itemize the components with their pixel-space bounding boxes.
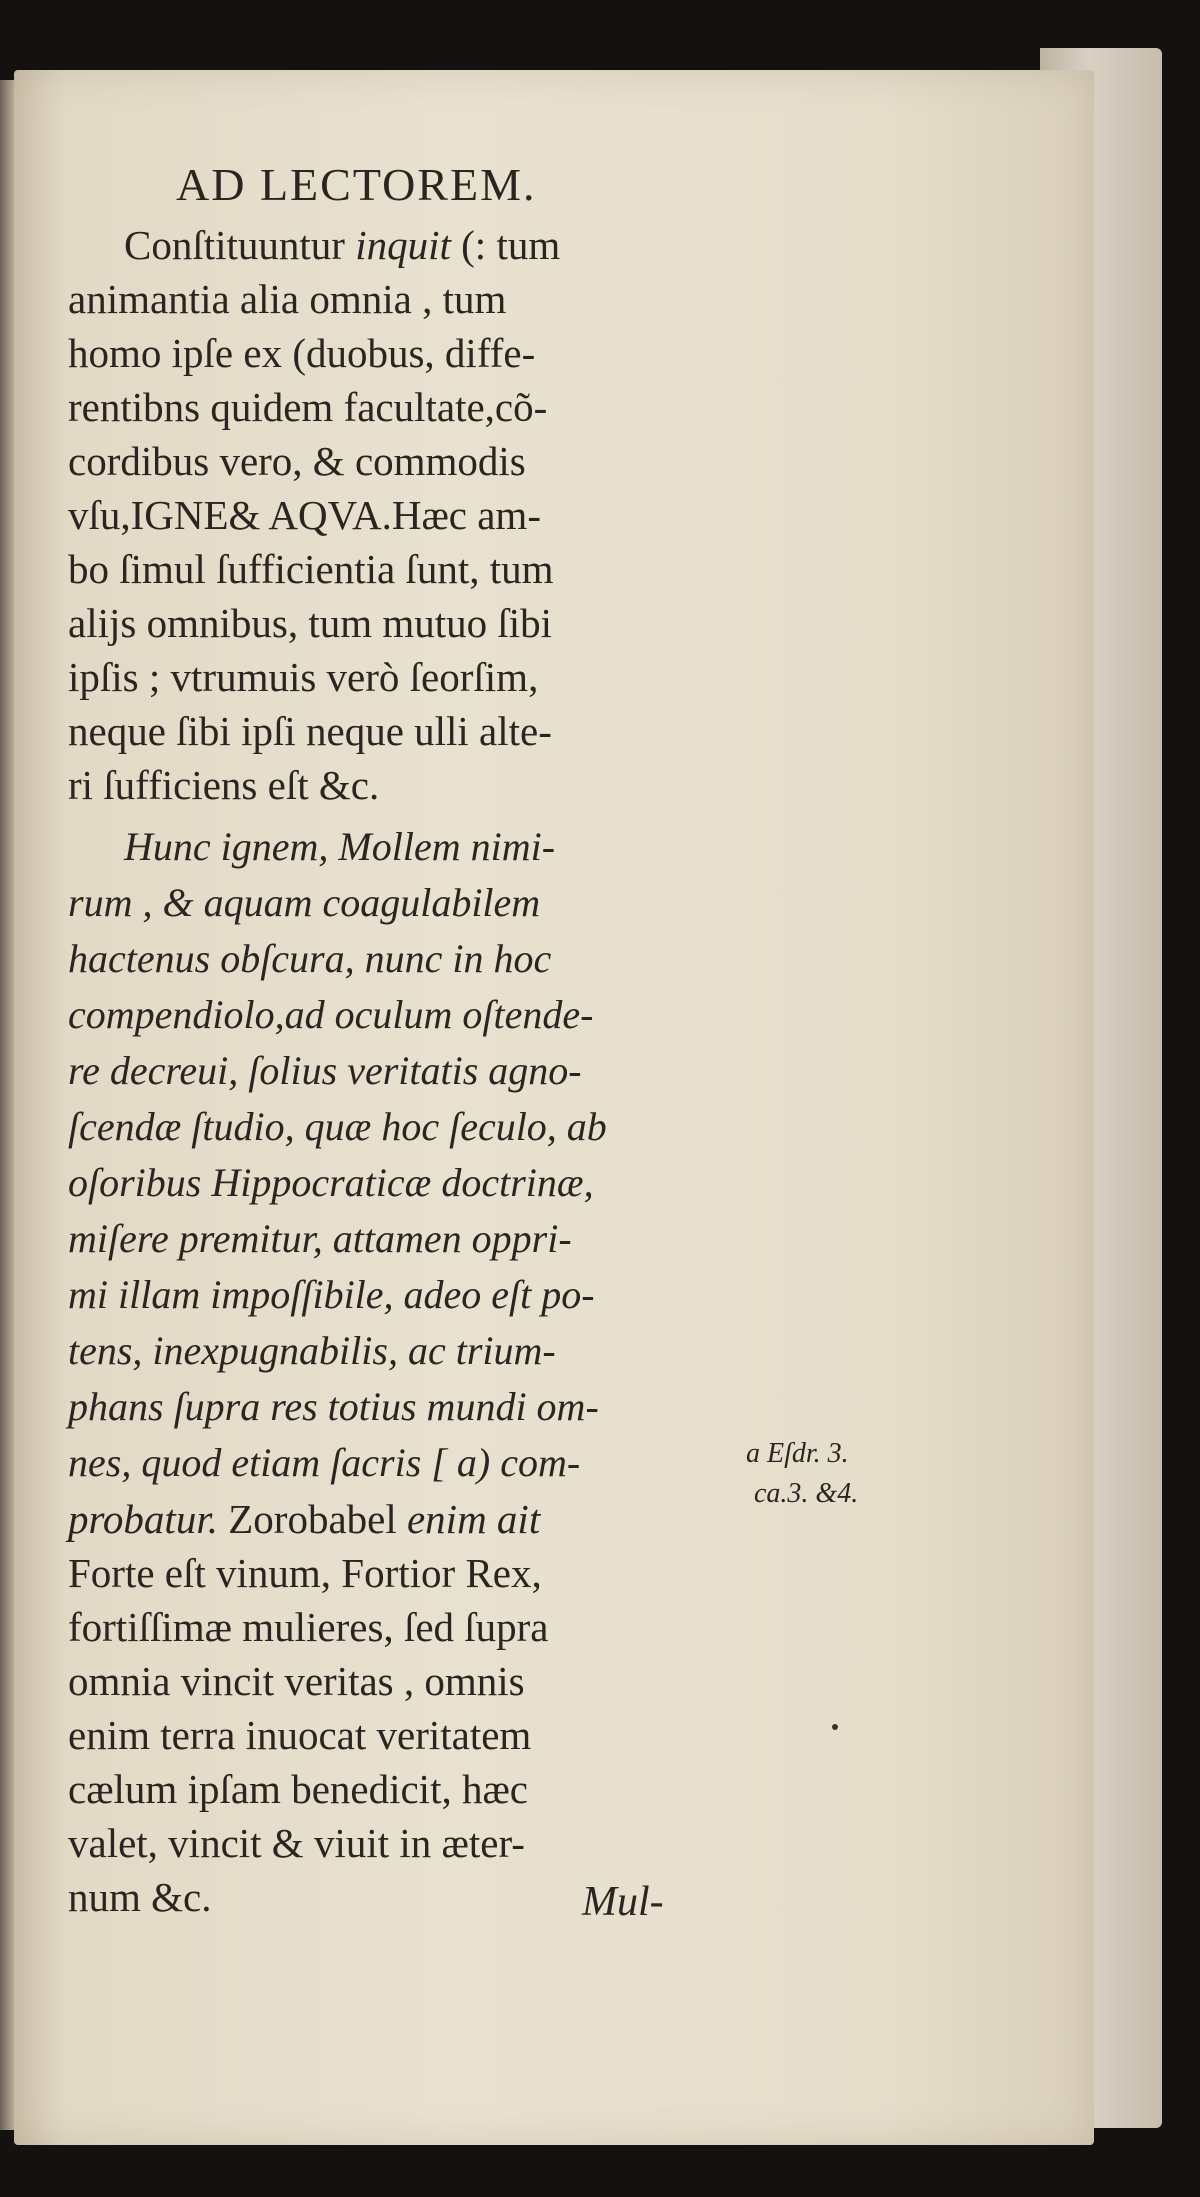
text-line: animantia alia omnia , tum	[68, 276, 507, 322]
italic-line: nes, quod etiam ſacris [ a) com-	[68, 1440, 581, 1485]
text-line: Forte eſt vinum, Fortior Rex,	[68, 1550, 542, 1596]
page-heading: AD LECTOREM.	[176, 159, 537, 210]
italic-line: miſere premitur, attamen oppri-	[68, 1216, 572, 1261]
text-line: enim terra inuocat veritatem	[68, 1712, 532, 1758]
text-line: fortiſſimæ mulieres, ſed ſupra	[68, 1604, 549, 1650]
text-line: cælum ipſam benedicit, hæc	[68, 1766, 529, 1812]
text-line: bo ſimul ſufficientia ſunt, tum	[68, 546, 554, 592]
text-line: cordibus vero, & commodis	[68, 438, 526, 484]
margin-note: a Eſdr. 3.	[746, 1438, 849, 1469]
text-line: num &c.	[68, 1874, 212, 1920]
text-line: rentibns quidem facultate,cõ-	[68, 384, 548, 430]
text-line-part: (: tum	[450, 222, 561, 268]
text-line: ri ſufficiens eſt &c.	[68, 762, 380, 808]
italic-line: hactenus obſcura, nunc in hoc	[68, 936, 552, 981]
text-line: alijs omnibus, tum mutuo ſibi	[68, 600, 553, 646]
text-line-part: Conſtituuntur	[124, 222, 345, 268]
italic-line: Hunc ignem, Mollem nimi-	[124, 824, 556, 869]
italic-line: compendiolo,ad oculum oſtende-	[68, 992, 594, 1037]
text-line: homo ipſe ex (duobus, diffe-	[68, 330, 536, 376]
text-line	[124, 218, 560, 272]
italic-line: rum , & aquam coagulabilem	[68, 880, 541, 925]
text-line-italic: inquit	[344, 222, 451, 268]
text-line: neque ſibi ipſi neque ulli alte-	[68, 708, 552, 754]
mixed-line-italic: probatur.	[68, 1496, 218, 1542]
text-line: omnia vincit veritas , omnis	[68, 1658, 525, 1704]
ink-speck	[832, 1724, 838, 1730]
mixed-line-italic: enim ait	[396, 1496, 541, 1542]
mixed-line	[68, 1492, 540, 1546]
text-line: vſu,IGNE& AQVA.Hæc am-	[68, 492, 541, 538]
italic-line: mi illam impoſſibile, adeo eſt po-	[68, 1272, 595, 1317]
catchword: Mul-	[582, 1879, 664, 1925]
text-line: valet, vincit & viuit in æter-	[68, 1820, 525, 1866]
text-line: ipſis ; vtrumuis verò ſeorſim,	[68, 654, 539, 700]
italic-line: re decreui, ſolius veritatis agno-	[68, 1048, 582, 1093]
mixed-line-roman: Zorobabel	[218, 1496, 397, 1542]
italic-line: ſcendæ ſtudio, quæ hoc ſeculo, ab	[68, 1104, 607, 1149]
italic-line: tens, inexpugnabilis, ac trium-	[68, 1328, 556, 1373]
margin-note: ca.3. &4.	[754, 1478, 859, 1509]
italic-line: phans ſupra res totius mundi om-	[68, 1384, 599, 1429]
italic-line: oſoribus Hippocraticæ doctrinæ,	[68, 1160, 594, 1205]
